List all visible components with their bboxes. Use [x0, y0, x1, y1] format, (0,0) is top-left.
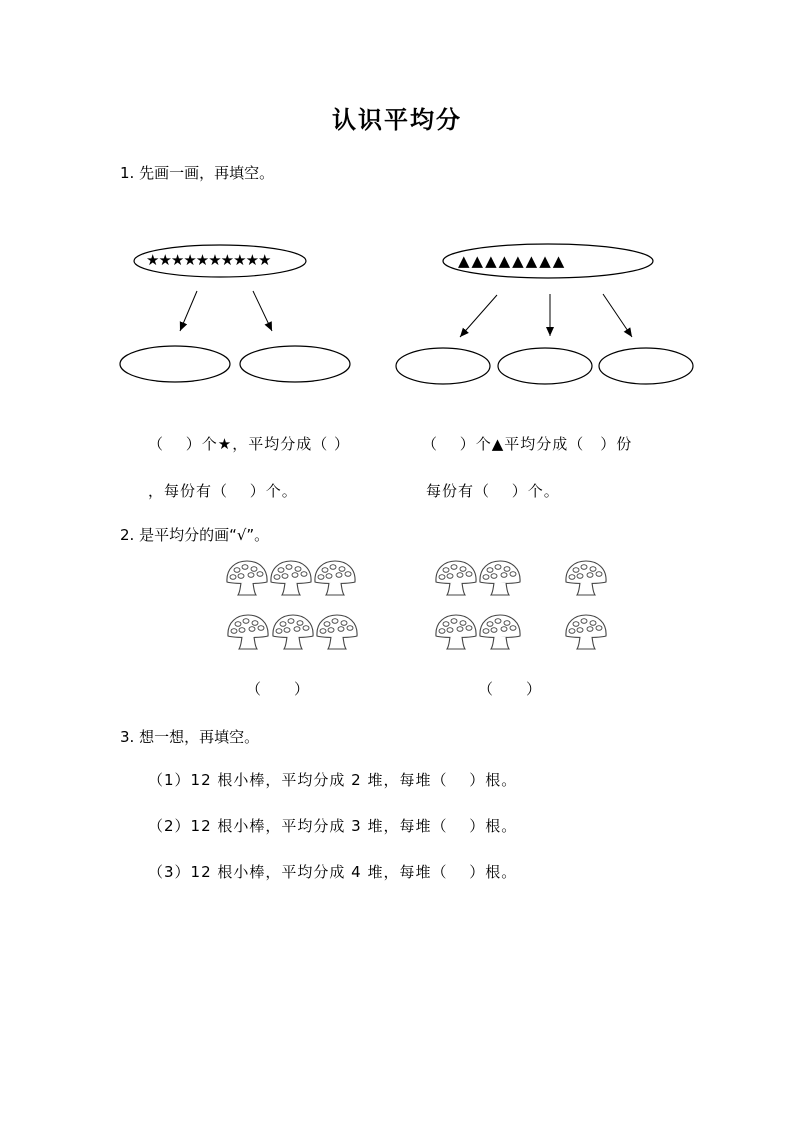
arrow-right-1	[460, 295, 497, 337]
mushroom-icon	[317, 615, 357, 649]
mushroom-icon	[566, 615, 606, 649]
q2-left-answer[interactable]: （ ）	[246, 680, 311, 698]
right-empty-oval-1[interactable]	[396, 348, 490, 384]
question-3-heading: 3. 想一想，再填空。	[120, 728, 260, 746]
q1-right-line-1: （ ）个▲平均分成（ ）份	[422, 435, 633, 453]
q2-right-answer[interactable]: （ ）	[478, 680, 543, 698]
right-empty-oval-2[interactable]	[498, 348, 592, 384]
mushroom-icon	[480, 615, 520, 649]
mushroom-groups	[227, 561, 606, 649]
mushroom-icon	[273, 615, 313, 649]
q3-item-2: （2）12 根小棒，平均分成 3 堆，每堆（ ）根。	[148, 817, 518, 835]
q1-left-line-1: （ ）个★，平均分成（ ）	[148, 435, 350, 453]
arrow-right-3	[603, 294, 632, 337]
q3-item-3: （3）12 根小棒，平均分成 4 堆，每堆（ ）根。	[148, 863, 518, 881]
arrow-left-2	[253, 291, 272, 331]
mushroom-icon	[228, 615, 268, 649]
q1-right-line-2: 每份有（ ）个。	[426, 482, 560, 500]
mushroom-icon	[271, 561, 311, 595]
triangles-row: ▲▲▲▲▲▲▲▲	[458, 252, 567, 270]
mushroom-icon	[436, 615, 476, 649]
stars-row: ★★★★★★★★★★	[146, 251, 271, 269]
question-2-heading: 2. 是平均分的画“√”。	[120, 526, 270, 544]
q1-left-line-2: ，每份有（ ）个。	[148, 482, 298, 500]
q3-item-1: （1）12 根小棒，平均分成 2 堆，每堆（ ）根。	[148, 771, 518, 789]
right-empty-oval-3[interactable]	[599, 348, 693, 384]
page-title: 认识平均分	[332, 105, 462, 134]
question-1-heading: 1. 先画一画，再填空。	[120, 164, 275, 182]
left-empty-oval-1[interactable]	[120, 346, 230, 382]
mushroom-icon	[566, 561, 606, 595]
mushroom-icon	[480, 561, 520, 595]
mushroom-icon	[315, 561, 355, 595]
mushroom-icon	[436, 561, 476, 595]
arrow-left-1	[180, 291, 197, 331]
left-empty-oval-2[interactable]	[240, 346, 350, 382]
mushroom-icon	[227, 561, 267, 595]
